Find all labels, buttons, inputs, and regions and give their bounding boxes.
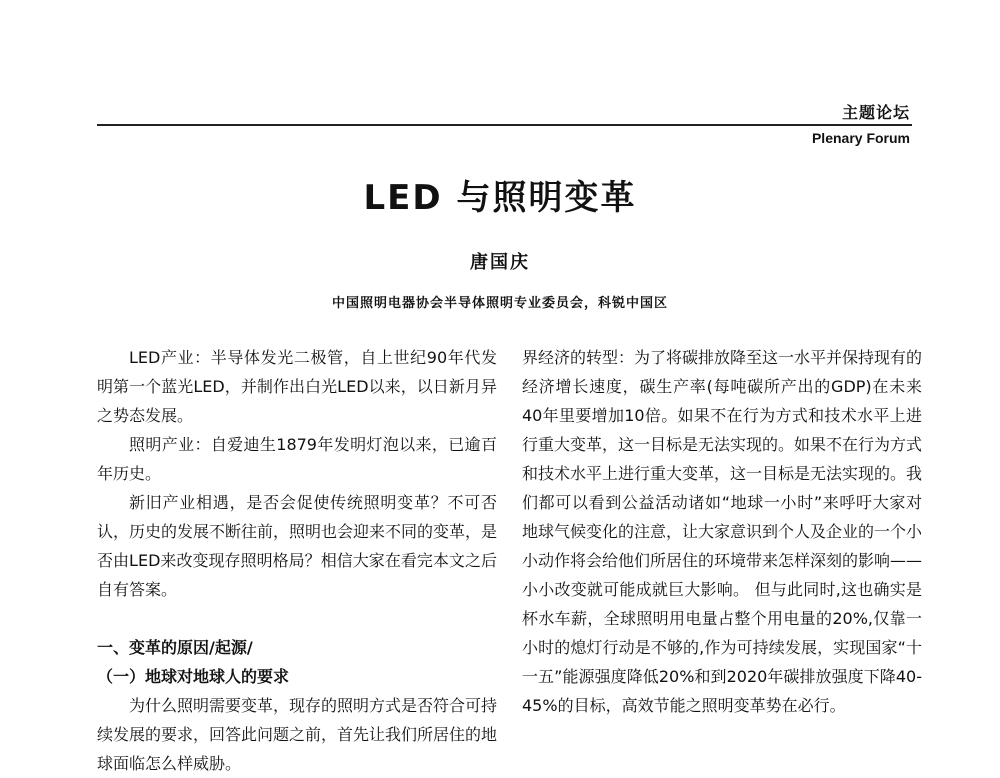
paragraph-industry-meeting: 新旧产业相遇，是否会促使传统照明变革？不可否认，历史的发展不断往前，照明也会迎来不同的变革，是否由LED来改变现存照明格局？相信大家在看完本文之后自有答案。	[97, 493, 498, 599]
paragraph-lighting-industry: 照明产业：自爱迪生1879年发明灯泡以来，已逾百年历史。	[97, 435, 497, 483]
article-author: 唐国庆	[470, 252, 530, 273]
right-column	[522, 343, 922, 720]
header-divider	[97, 124, 912, 126]
paragraph-why-change: 为什么照明需要变革，现存的照明方式是否符合可持续发展的要求，回答此问题之前，首先让我们所居住的地球面临怎么样威胁。	[97, 696, 498, 773]
paragraph-economic-transition: 界经济的转型：为了将碳排放降至这一水平并保持现有的经济增长速度，碳生产率(每吨碳所产出的GDP)在未来40年里要增加10倍。如果不在行为方式和技术水平上进行重大变革，这一目标是无法实现的。如果不在行为方式和技术水平上进行重大变革，这一目标是无法实现的。我们都可以看到公益活动诸如“地球一小时”来呼吁大家对地球气候变化的注意，让大家意识到个人及企业的一个小小动作将会给他们所居住的环境带来怎样深刻的影响——小小改变就可能成就巨大影响。 但与此同时,这也确实是杯水车薪，全球照明用电量占整个用电量的20%,仅靠一小时的熄灯行动是不够的,作为可持续发展，实现国家“十一五”能源强度降低20%和到2020年碳排放强度下降40-45%的目标，高效节能之照明变革势在必行。	[522, 348, 923, 715]
paragraph-led-industry: LED产业：半导体发光二极管，自上世纪90年代发明第一个蓝光LED，并制作出白光LED以来，以日新月异之势态发展。	[97, 348, 497, 425]
section-label-cn: 主题论坛	[841, 103, 910, 122]
left-column	[97, 343, 497, 778]
author-affiliation: 中国照明电器协会半导体照明专业委员会，科锐中国区	[331, 296, 668, 311]
section-label-en: Plenary Forum	[811, 130, 910, 146]
subsection-heading: （一）地球对地球人的要求	[97, 667, 290, 686]
article-title: LED 与照明变革	[363, 178, 637, 218]
section-heading: 一、变革的原因/起源/	[97, 638, 253, 657]
